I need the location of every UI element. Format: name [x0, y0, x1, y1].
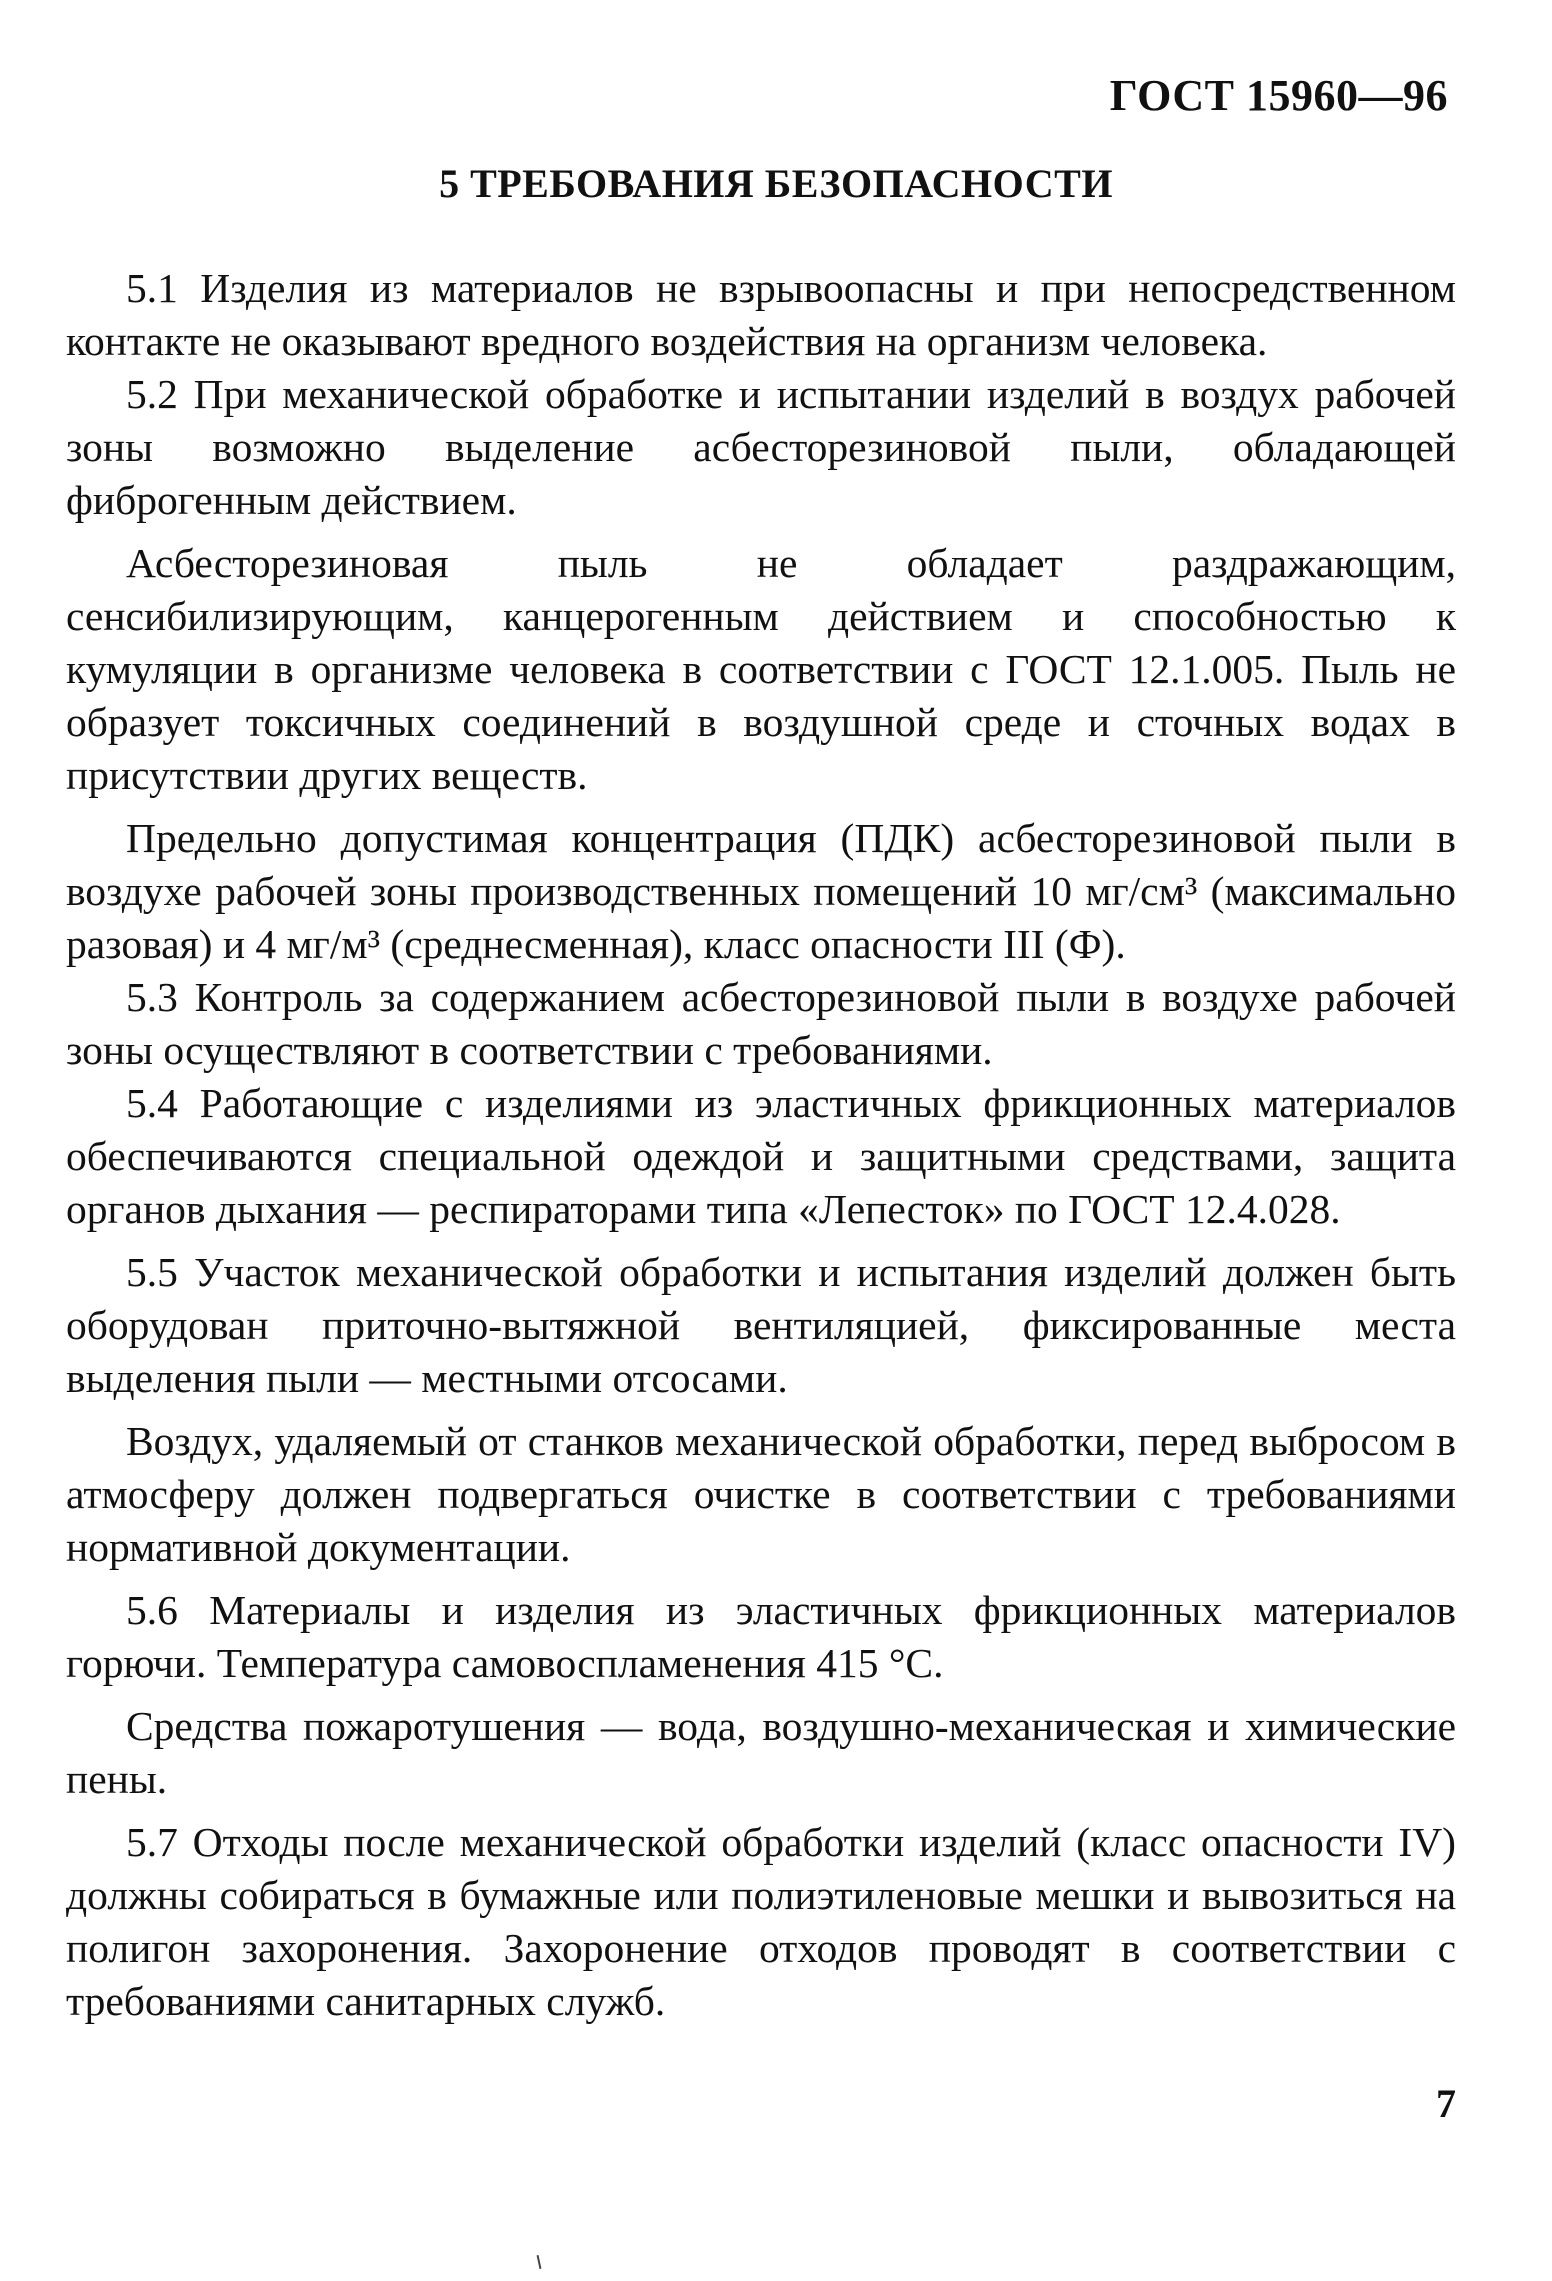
paragraph: 5.4 Работающие с изделиями из эластичных фрикционных материалов обеспечиваются специальной одеждой и защитными средствами, защита органов дыхания — респираторами типа «Лепесток» по ГОСТ 12.4.028.: [66, 1080, 1456, 1232]
paragraph: Асбесторезиновая пыль не обладает раздражающим, сенсибилизирующим, канцерогенным действием и способностью к кумуляции в организме человека в соответствии с ГОСТ 12.1.005. Пыль не образует токсичных соединений в воздушной среде и сточных водах в присутствии других веществ.: [66, 540, 1456, 798]
paragraph: 5.5 Участок механической обработки и испытания изделий должен быть оборудован приточно-вытяжной вентиляцией, фиксированные места выделения пыли — местными отсосами.: [66, 1249, 1456, 1401]
scan-mark: [537, 2255, 542, 2269]
page-number: 7: [1436, 2081, 1456, 2126]
paragraph-gap: [66, 1690, 1456, 1700]
section-title: 5 ТРЕБОВАНИЯ БЕЗОПАСНОСТИ: [439, 161, 1113, 206]
paragraph-gap: [66, 1806, 1456, 1816]
paragraph: 5.6 Материалы и изделия из эластичных фрикционных материалов горючи. Температура самовоспламенения 415 °С.: [66, 1587, 1456, 1686]
paragraph: Предельно допустимая концентрация (ПДК) асбесторезиновой пыли в воздухе рабочей зоны производственных помещений 10 мг/см³ (максимально разовая) и 4 мг/м³ (среднесменная), класс опасности III (Ф).: [66, 815, 1456, 967]
paragraph-gap: [66, 802, 1456, 812]
paragraph: 5.2 При механической обработке и испытании изделий в воздух рабочей зоны возможно выделение асбесторезиновой пыли, обладающей фиброгенным действием.: [66, 371, 1456, 523]
paragraph: 5.1 Изделия из материалов не взрывоопасны и при непосредственном контакте не оказывают вредного воздействия на организм человека.: [66, 265, 1456, 364]
paragraph-gap: [66, 1405, 1456, 1415]
paragraph: Средства пожаротушения — вода, воздушно-механическая и химические пены.: [66, 1703, 1456, 1802]
body-text: [66, 262, 1456, 2028]
paragraph-gap: [66, 1236, 1456, 1246]
document-code: ГОСТ 15960—96: [1109, 71, 1448, 120]
paragraph: 5.7 Отходы после механической обработки изделий (класс опасности IV) должны собираться в бумажные или полиэтиленовые мешки и вывозиться на полигон захоронения. Захоронение отходов проводят в соответствии с требованиями санитарных служб.: [66, 1819, 1456, 2024]
paragraph: Воздух, удаляемый от станков механической обработки, перед выбросом в атмосферу должен подвергаться очистке в соответствии с требованиями нормативной документации.: [66, 1418, 1456, 1570]
paragraph-gap: [66, 1574, 1456, 1584]
paragraph-gap: [66, 527, 1456, 537]
paragraph: 5.3 Контроль за содержанием асбесторезиновой пыли в воздухе рабочей зоны осуществляют в соответствии с требованиями.: [66, 974, 1456, 1073]
